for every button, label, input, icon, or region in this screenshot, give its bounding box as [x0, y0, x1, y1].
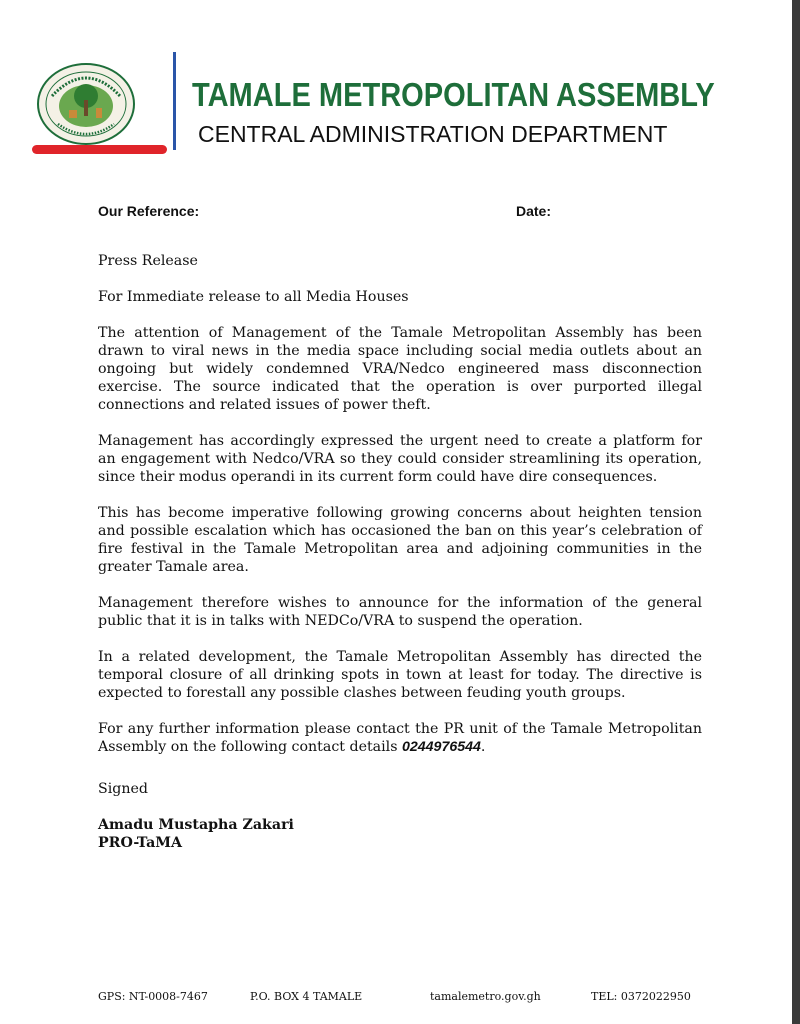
signatory-name: Amadu Mustapha Zakari: [98, 817, 294, 833]
body-paragraph: The attention of Management of the Tamale Metropolitan Assembly has been drawn to viral news in the media space including social media outlets about an ongoing but widely condemned VRA/Nedco engineered mass disconnection exercise. The source indicated that the operation is over purported illegal connections and related issues of power theft.: [98, 325, 702, 413]
contact-end: .: [480, 739, 486, 755]
footer-telephone: TEL: 0372022950: [591, 990, 691, 1003]
press-release-heading: Press Release: [98, 253, 198, 269]
body-paragraph: Management therefore wishes to announce for the information of the general public that it is in talks with NEDCo/VRA to suspend the operation.: [98, 595, 702, 629]
letter-body: [98, 252, 702, 852]
footer-website: tamalemetro.gov.gh: [430, 990, 541, 1003]
signatory-title: PRO-TaMA: [98, 835, 182, 851]
signed-label: Signed: [98, 781, 148, 797]
release-subheading: For Immediate release to all Media Houses: [98, 289, 409, 305]
organization-name: TAMALE METROPOLITAN ASSEMBLY: [192, 76, 715, 113]
contact-phone-number: 0244976544: [402, 739, 481, 755]
logo-accent-bar: [32, 145, 167, 154]
footer-po-box: P.O. BOX 4 TAMALE: [250, 990, 363, 1003]
body-paragraph: In a related development, the Tamale Metropolitan Assembly has directed the temporal closure of all drinking spots in town at least for today. The directive is expected to forestall any possible clashes between feuding youth groups.: [98, 649, 702, 701]
letterhead-divider: [173, 52, 176, 150]
footer-gps: GPS: NT-0008-7467: [98, 990, 208, 1003]
assembly-seal-logo: [36, 62, 136, 146]
page-edge: [792, 0, 800, 1024]
contact-text: For any further information please contact the PR unit of the Tamale Metropolitan Assembly on the following contact details: [98, 721, 702, 755]
contact-paragraph: [98, 720, 702, 756]
body-paragraph: This has become imperative following growing concerns about heighten tension and possible escalation which has occasioned the ban on this year’s celebration of fire festival in the Tamale Metropolitan area and adjoining communities in the greater Tamale area.: [98, 505, 702, 575]
date-label: Date:: [516, 203, 552, 219]
body-paragraph: Management has accordingly expressed the urgent need to create a platform for an engagement with Nedco/VRA so they could consider streamlining its operation, since their modus operandi in its current form could have dire consequences.: [98, 433, 702, 485]
reference-label: Our Reference:: [98, 203, 200, 219]
department-name: CENTRAL ADMINISTRATION DEPARTMENT: [198, 121, 668, 147]
